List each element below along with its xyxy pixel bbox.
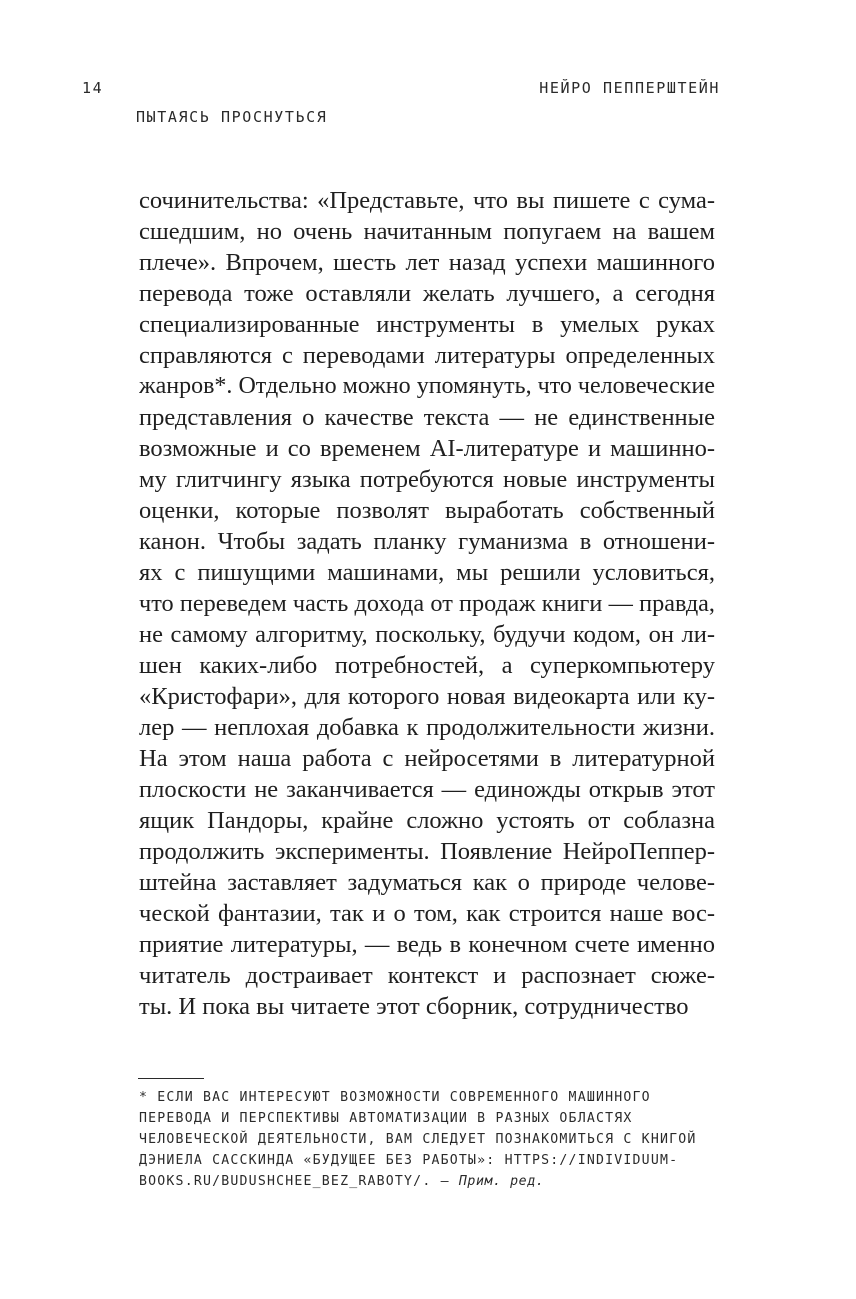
footnote-line: ПЕРЕВОДА И ПЕРСПЕКТИВЫ АВТОМАТИЗАЦИИ В РАЗНЫХ ОБЛАСТЯХ xyxy=(139,1111,633,1126)
body-line: специализированные инструменты в умелых руках xyxy=(139,311,715,338)
body-line: сочинительства: «Представьте, что вы пишете с сума- xyxy=(139,187,715,214)
running-header-author: НЕЙРО ПЕППЕРШТЕЙН xyxy=(539,79,720,97)
body-line: сшедшим, но очень начитанным попугаем на вашем xyxy=(139,218,715,245)
body-line: лер — неплохая добавка к продолжительности жизни. xyxy=(139,714,715,741)
page-number: 14 xyxy=(82,79,104,97)
footnote-line: * ЕСЛИ ВАС ИНТЕРЕСУЮТ ВОЗМОЖНОСТИ СОВРЕМЕННОГО МАШИННОГО xyxy=(139,1090,651,1105)
footnote-last-line xyxy=(139,1171,739,1192)
body-line: что переведем часть дохода от продаж книги — правда, xyxy=(139,590,715,617)
body-line: жанров*. Отдельно можно упомянуть, что человеческие xyxy=(139,373,715,399)
footnote-line: ЧЕЛОВЕЧЕСКОЙ ДЕЯТЕЛЬНОСТИ, ВАМ СЛЕДУЕТ ПОЗНАКОМИТЬСЯ С КНИГОЙ xyxy=(139,1132,697,1147)
body-line: читатель достраивает контекст и распознает сюже- xyxy=(139,962,715,989)
body-line: плоскости не заканчивается — единожды открыв этот xyxy=(139,776,715,803)
body-line: не самому алгоритму, поскольку, будучи кодом, он ли- xyxy=(139,621,715,648)
running-header-title: ПЫТАЯСЬ ПРОСНУТЬСЯ xyxy=(136,108,328,126)
footnote xyxy=(139,1087,739,1192)
body-line: «Кристофари», для которого новая видеокарта или ку- xyxy=(139,683,715,710)
body-line: канон. Чтобы задать планку гуманизма в отношени- xyxy=(139,528,715,555)
body-line: ты. И пока вы читаете этот сборник, сотрудничество xyxy=(139,993,689,1020)
footnote-line: ДЭНИЕЛА САССКИНДА «БУДУЩЕЕ БЕЗ РАБОТЫ»: HTTPS://INDIVIDUUM- xyxy=(139,1153,679,1168)
body-line: шен каких-либо потребностей, а суперкомпьютеру xyxy=(139,652,715,679)
body-text xyxy=(139,185,715,1022)
body-line: возможные и со временем AI-литературе и машинно- xyxy=(139,435,715,462)
body-line: справляются с переводами литературы определенных xyxy=(139,342,715,369)
body-line: оценки, которые позволят выработать собственный xyxy=(139,497,715,524)
footnote-url-tail: BOOKS.RU/BUDUSHCHEE_BEZ_RABOTY/. — xyxy=(139,1174,459,1189)
body-line: му глитчингу языка потребуются новые инструменты xyxy=(139,466,715,493)
footnote-divider xyxy=(138,1078,204,1079)
body-line: ях с пишущими машинами, мы решили условиться, xyxy=(139,559,715,586)
body-line: штейна заставляет задуматься как о природе челове- xyxy=(139,869,715,896)
body-line: плече». Впрочем, шесть лет назад успехи машинного xyxy=(139,249,715,276)
editor-note: Прим. ред. xyxy=(458,1174,545,1189)
body-line: ящик Пандоры, крайне сложно устоять от соблазна xyxy=(139,807,715,834)
body-line: На этом наша работа с нейросетями в литературной xyxy=(139,745,715,772)
body-line: представления о качестве текста — не единственные xyxy=(139,404,715,431)
body-line: перевода тоже оставляли желать лучшего, а сегодня xyxy=(139,280,715,307)
body-line: продолжить эксперименты. Появление НейроПеппер- xyxy=(139,838,715,865)
body-line: приятие литературы, — ведь в конечном счете именно xyxy=(139,931,715,958)
body-line: ческой фантазии, так и о том, как строится наше вос- xyxy=(139,900,715,927)
